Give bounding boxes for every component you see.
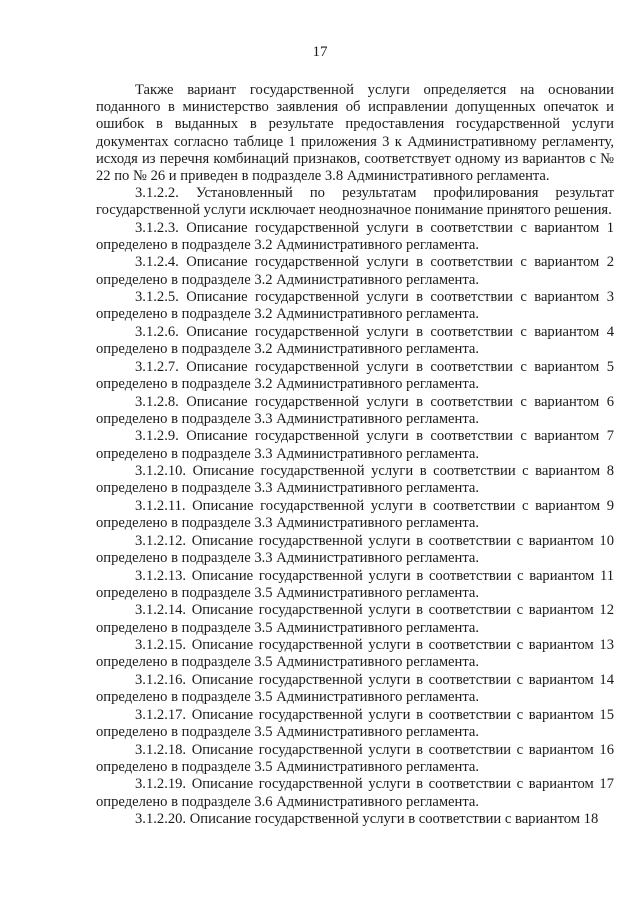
paragraph-variant-corrections: Также вариант государственной услуги определяется на основании поданного в министерство заявления об исправлении допущенных опечаток и ошибок в выданных в результате предоставления государственной услуги документах согласно таблице 1 приложения 3 к Административному регламенту, исходя из перечня комбинаций признаков, соответствует одному из вариантов с № 22 по № 26 и приведен в подразделе 3.8 Административного регламента.: [96, 82, 614, 185]
list-item: 3.1.2.9. Описание государственной услуги в соответствии с вариантом 7 определено в подразделе 3.3 Административного регламента.: [96, 428, 614, 462]
list-item: 3.1.2.4. Описание государственной услуги в соответствии с вариантом 2 определено в подразделе 3.2 Административного регламента.: [96, 254, 614, 288]
list-item: 3.1.2.15. Описание государственной услуги в соответствии с вариантом 13 определено в подразделе 3.5 Административного регламента.: [96, 637, 614, 671]
list-item: 3.1.2.18. Описание государственной услуги в соответствии с вариантом 16 определено в подразделе 3.5 Административного регламента.: [96, 741, 614, 775]
list-item: 3.1.2.13. Описание государственной услуги в соответствии с вариантом 11 определено в подразделе 3.5 Административного регламента.: [96, 567, 614, 601]
list-item: 3.1.2.19. Описание государственной услуги в соответствии с вариантом 17 определено в подразделе 3.6 Административного регламента.: [96, 776, 614, 810]
list-item: 3.1.2.12. Описание государственной услуги в соответствии с вариантом 10 определено в подразделе 3.3 Административного регламента.: [96, 532, 614, 566]
page-number: 17: [312, 44, 328, 60]
list-item: 3.1.2.10. Описание государственной услуги в соответствии с вариантом 8 определено в подразделе 3.3 Административного регламента.: [96, 463, 614, 497]
list-item: 3.1.2.16. Описание государственной услуги в соответствии с вариантом 14 определено в подразделе 3.5 Административного регламента.: [96, 671, 614, 706]
list-item: 3.1.2.7. Описание государственной услуги в соответствии с вариантом 5 определено в подразделе 3.2 Административного регламента.: [96, 358, 614, 393]
list-item: 3.1.2.14. Описание государственной услуги в соответствии с вариантом 12 определено в подразделе 3.5 Административного регламента.: [96, 602, 614, 636]
document-body: [96, 82, 614, 828]
list-item: 3.1.2.5. Описание государственной услуги в соответствии с вариантом 3 определено в подразделе 3.2 Административного регламента.: [96, 289, 614, 323]
paragraph-3-1-2-2: 3.1.2.2. Установленный по результатам профилирования результат государственной услуги исключает неоднозначное понимание принятого решения.: [96, 185, 614, 219]
list-item: 3.1.2.8. Описание государственной услуги в соответствии с вариантом 6 определено в подразделе 3.3 Административного регламента.: [96, 393, 614, 427]
list-item: 3.1.2.3. Описание государственной услуги в соответствии с вариантом 1 определено в подразделе 3.2 Административного регламента.: [96, 219, 614, 253]
list-item: 3.1.2.6. Описание государственной услуги в соответствии с вариантом 4 определено в подразделе 3.2 Административного регламента.: [96, 324, 614, 358]
list-item: 3.1.2.11. Описание государственной услуги в соответствии с вариантом 9 определено в подразделе 3.3 Административного регламента.: [96, 498, 614, 532]
list-item: 3.1.2.20. Описание государственной услуги в соответствии с вариантом 18: [135, 811, 599, 828]
list-item: 3.1.2.17. Описание государственной услуги в соответствии с вариантом 15 определено в подразделе 3.5 Административного регламента.: [96, 706, 614, 740]
